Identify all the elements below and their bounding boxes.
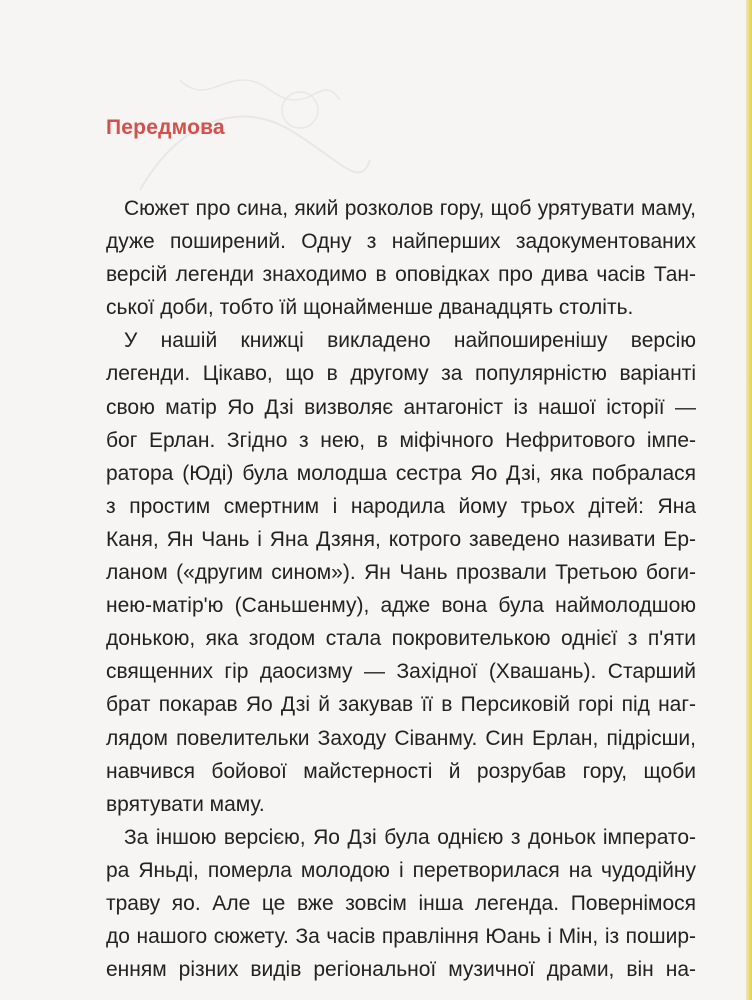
text-line: брат покарав Яо Дзі й закував її в Персиковій горі під наг-	[106, 693, 696, 717]
text-line: дуже поширений. Одну з найперших задокументованих	[106, 230, 696, 254]
section-heading: Передмова	[106, 116, 225, 139]
text-line: Каня, Ян Чань і Яна Дзяня, котрого заведено називати Ер-	[106, 527, 696, 551]
text-line: до нашого сюжету. За часів правління Юань і Мін, із пошир-	[106, 925, 696, 949]
text-line: свою матір Яо Дзі визволяє антагоніст із нашої історії —	[106, 395, 696, 419]
page-edge-yellow	[746, 0, 752, 1000]
text-line: За іншою версією, Яо Дзі була однією з доньок імперато-	[124, 825, 696, 849]
text-line: легенди. Цікаво, що в другому за популярністю варіанті	[106, 362, 696, 386]
text-line: донькою, яка згодом стала покровителькою однієї з п'яти	[106, 627, 696, 651]
body-text	[106, 192, 696, 986]
text-line: з простим смертним і народила йому трьох дітей: Яна	[106, 494, 696, 518]
text-line: нею-матір'ю (Саньшенму), адже вона була наймолодшою	[106, 594, 696, 618]
text-line: бог Ерлан. Згідно з нею, в міфічного Нефритового імпе-	[106, 428, 696, 452]
text-line: ланом («другим сином»). Ян Чань прозвали Третьою боги-	[106, 561, 696, 585]
text-line: навчився бойової майстерності й розрубав гору, щоби	[106, 759, 696, 783]
text-line: Сюжет про сина, який розколов гору, щоб урятувати маму,	[124, 197, 696, 220]
text-line: врятувати маму.	[106, 792, 265, 816]
text-line: ра Яньді, померла молодою і перетворилася на чудодійну	[106, 858, 696, 882]
text-line: ської доби, тобто їй щонайменше дванадцять століть.	[106, 296, 634, 320]
text-line: ратора (Юді) була молодша сестра Яо Дзі, яка побралася	[106, 461, 696, 485]
text-line: священних гір даосизму — Західної (Хвашань). Старший	[106, 660, 696, 684]
text-line: версій легенди знаходимо в оповідках про дива часів Тан-	[106, 263, 696, 287]
text-line: У нашій книжці викладено найпоширенішу версію	[124, 329, 696, 353]
text-line: траву яо. Але це вже зовсім інша легенда. Повернімося	[106, 891, 696, 915]
text-line: лядом повелительки Заходу Сіванму. Син Ерлан, підрісши,	[106, 726, 696, 750]
text-line: енням різних видів регіональної музичної драми, він на-	[106, 958, 696, 982]
